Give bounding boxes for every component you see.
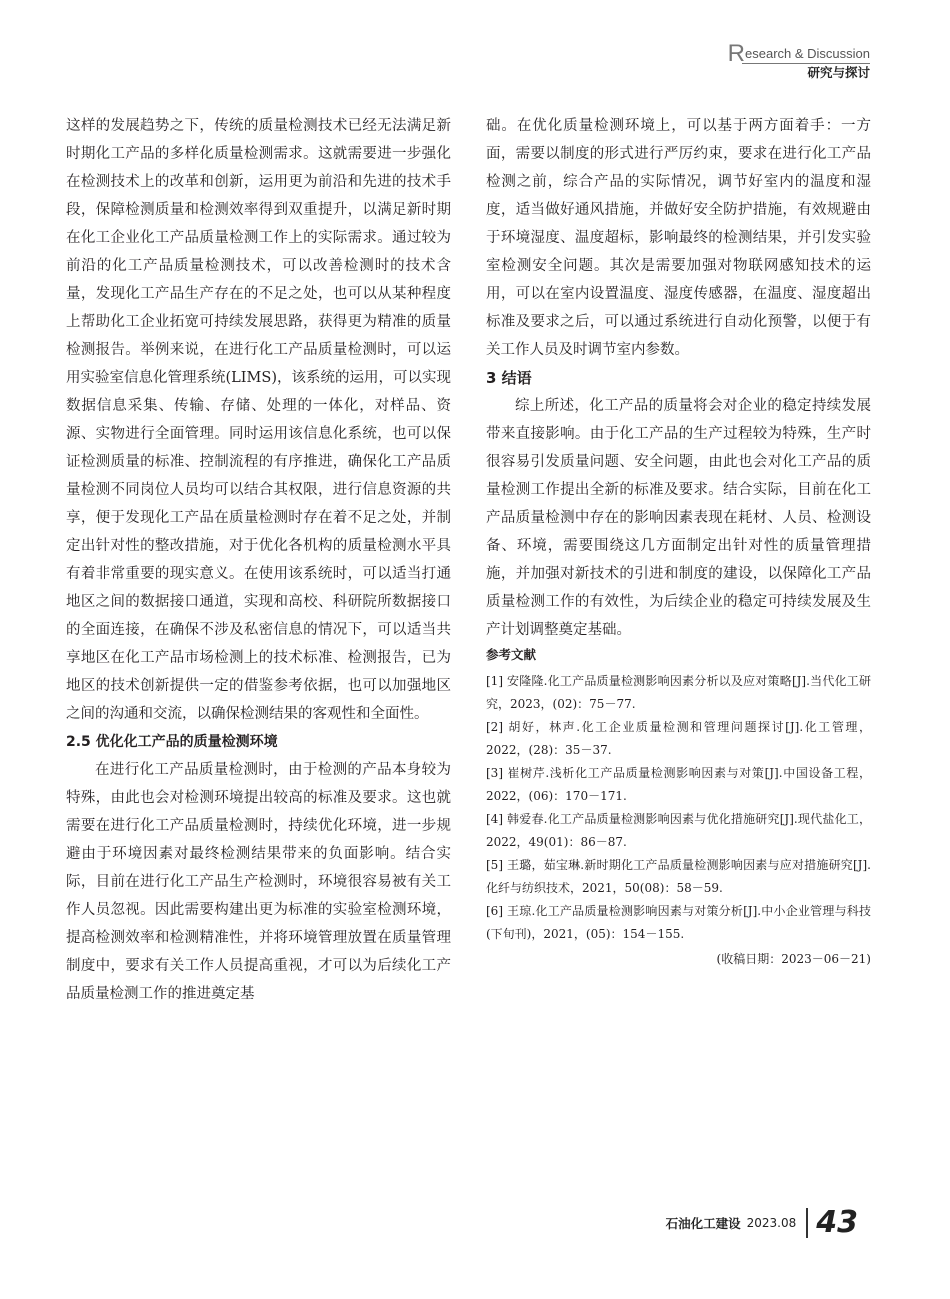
reference-item: [2] 胡好，林声.化工企业质量检测和管理问题探讨[J].化工管理，2022，(28)：35－37. (486, 720, 871, 757)
section-heading-2-5: 2.5 优化化工产品的质量检测环境 (66, 734, 278, 750)
journal-section-header (727, 40, 870, 81)
journal-name: 石油化工建设 (665, 1216, 741, 1231)
conclusion-paragraph: 综上所述，化工产品的质量将会对企业的稳定持续发展带来直接影响。由于化工产品的生产过程较为特殊，生产时很容易引发质量问题、安全问题，由此也会对化工产品的质量检测工作提出全新的标准及要求。结合实际，目前在化工产品质量检测中存在的影响因素表现在耗材、人员、检测设备、环境，需要围绕这几方面制定出针对性的质量管理措施，并加强对新技术的引进和制度的建设，以保障化工产品质量检测工作的有效性，为后续企业的稳定可持续发展及生产计划调整奠定基础。 (486, 398, 871, 638)
journal-issue: 2023.08 (746, 1216, 797, 1230)
page-number: 43 (816, 1205, 858, 1240)
section-title-english (727, 40, 870, 67)
reference-item: [3] 崔树芹.浅析化工产品质量检测影响因素与对策[J].中国设备工程，2022，(06)：170－171. (486, 766, 871, 803)
section-heading-3: 3 结语 (486, 369, 532, 387)
footer-divider (806, 1208, 808, 1238)
right-column (486, 112, 871, 970)
received-date: (收稿日期：2023－06－21) (716, 952, 871, 966)
section-title-chinese: 研究与探讨 (807, 65, 870, 80)
body-paragraph: 在进行化工产品质量检测时，由于检测的产品本身较为特殊，由此也会对检测环境提出较高的标准及要求。这也就需要在进行化工产品质量检测时，持续优化环境，进一步规避由于环境因素对最终检测结果带来的负面影响。结合实际，目前在进行化工产品生产检测时，环境很容易被有关工作人员忽视。因此需要构建出更为标准的实验室检测环境，提高检测效率和检测精准性，并将环境管理放置在质量管理制度中，要求有关工作人员提高重视，才可以为后续化工产品质量检测工作的推进奠定基 (66, 762, 451, 1002)
reference-item: [6] 王琼.化工产品质量检测影响因素与对策分析[J].中小企业管理与科技(下旬刊)，2021，(05)：154－155. (486, 904, 871, 941)
section-title-rest: esearch & Discussion (745, 46, 870, 61)
reference-item: [1] 安隆隆.化工产品质量检测影响因素分析以及应对策略[J].当代化工研究，2023，(02)：75－77. (486, 674, 871, 711)
reference-item: [5] 王璐，茹宝琳.新时期化工产品质量检测影响因素与应对措施研究[J].化纤与纺织技术，2021，50(08)：58－59. (486, 858, 871, 895)
left-column (66, 112, 451, 1008)
references-list (486, 670, 871, 946)
header-rule (742, 63, 870, 64)
body-paragraph: 础。在优化质量检测环境上，可以基于两方面着手：一方面，需要以制度的形式进行严厉约束，要求在进行化工产品检测之前，综合产品的实际情况，调节好室内的温度和湿度，适当做好通风措施，并做好安全防护措施，有效规避由于环境湿度、温度超标，影响最终的检测结果，并引发实验室检测安全问题。其次是需要加强对物联网感知技术的运用，可以在室内设置温度、湿度传感器，在温度、湿度超出标准及要求之后，可以通过系统进行自动化预警，以便于有关工作人员及时调节室内参数。 (486, 118, 871, 358)
section-title-initial: R (727, 40, 745, 67)
page-footer (665, 1205, 858, 1240)
reference-item: [4] 韩爱春.化工产品质量检测影响因素与优化措施研究[J].现代盐化工，2022，49(01)：86－87. (486, 812, 871, 849)
body-paragraph: 这样的发展趋势之下，传统的质量检测技术已经无法满足新时期化工产品的多样化质量检测需求。这就需要进一步强化在检测技术上的改革和创新，运用更为前沿和先进的技术手段，保障检测质量和检测效率得到双重提升，以满足新时期在化工企业化工产品质量检测工作上的实际需求。通过较为前沿的化工产品质量检测技术，可以改善检测时的技术含量，发现化工产品生产存在的不足之处，也可以从某种程度上帮助化工企业拓宽可持续发展思路，获得更为精准的质量检测报告。举例来说，在进行化工产品质量检测时，可以运用实验室信息化管理系统(LIMS)，该系统的运用，可以实现数据信息采集、传输、存储、处理的一体化，对样品、资源、实物进行全面管理。同时运用该信息化系统，也可以保证检测质量的标准、控制流程的有序推进，确保化工产品质量检测不同岗位人员均可以结合其权限，进行信息资源的共享，便于发现化工产品在质量检测时存在着不足之处，并制定出针对性的整改措施，对于优化各机构的质量检测水平具有着非常重要的现实意义。在使用该系统时，可以适当打通地区之间的数据接口通道，实现和高校、科研院所数据接口的全面连接，在确保不涉及私密信息的情况下，可以适当共享地区在化工产品市场检测上的技术标准、检测报告，已为地区的技术创新提供一定的借鉴参考依据，也可以加强地区之间的沟通和交流，以确保检测结果的客观性和全面性。 (66, 118, 451, 722)
references-title: 参考文献 (486, 647, 537, 662)
